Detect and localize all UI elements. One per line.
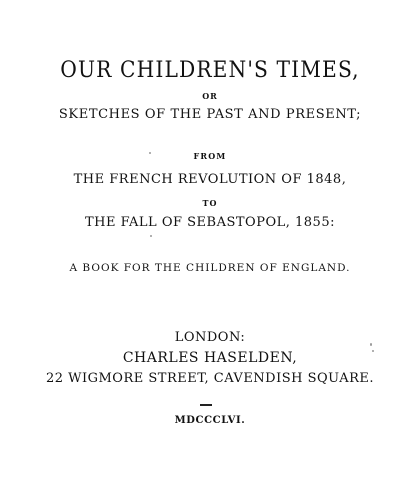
book-title: OUR CHILDREN'S TIMES,	[60, 58, 360, 83]
imprint-year: MDCCCLVI.	[174, 415, 246, 426]
divider-rule	[200, 404, 212, 406]
audience-line: A BOOK FOR THE CHILDREN OF ENGLAND.	[69, 262, 351, 274]
imprint-publisher: CHARLES HASELDEN,	[122, 350, 298, 366]
or-connector: OR	[202, 91, 218, 101]
page-speck	[370, 343, 372, 346]
to-connector: TO	[202, 198, 218, 208]
page-speck	[150, 235, 152, 237]
from-connector: FROM	[193, 151, 227, 161]
imprint-address: 22 WIGMORE STREET, CAVENDISH SQUARE.	[45, 371, 375, 386]
book-subtitle: SKETCHES OF THE PAST AND PRESENT;	[58, 107, 362, 122]
from-event: THE FRENCH REVOLUTION OF 1848,	[73, 172, 347, 187]
to-event: THE FALL OF SEBASTOPOL, 1855:	[85, 215, 335, 230]
imprint-city: LONDON:	[174, 330, 246, 345]
